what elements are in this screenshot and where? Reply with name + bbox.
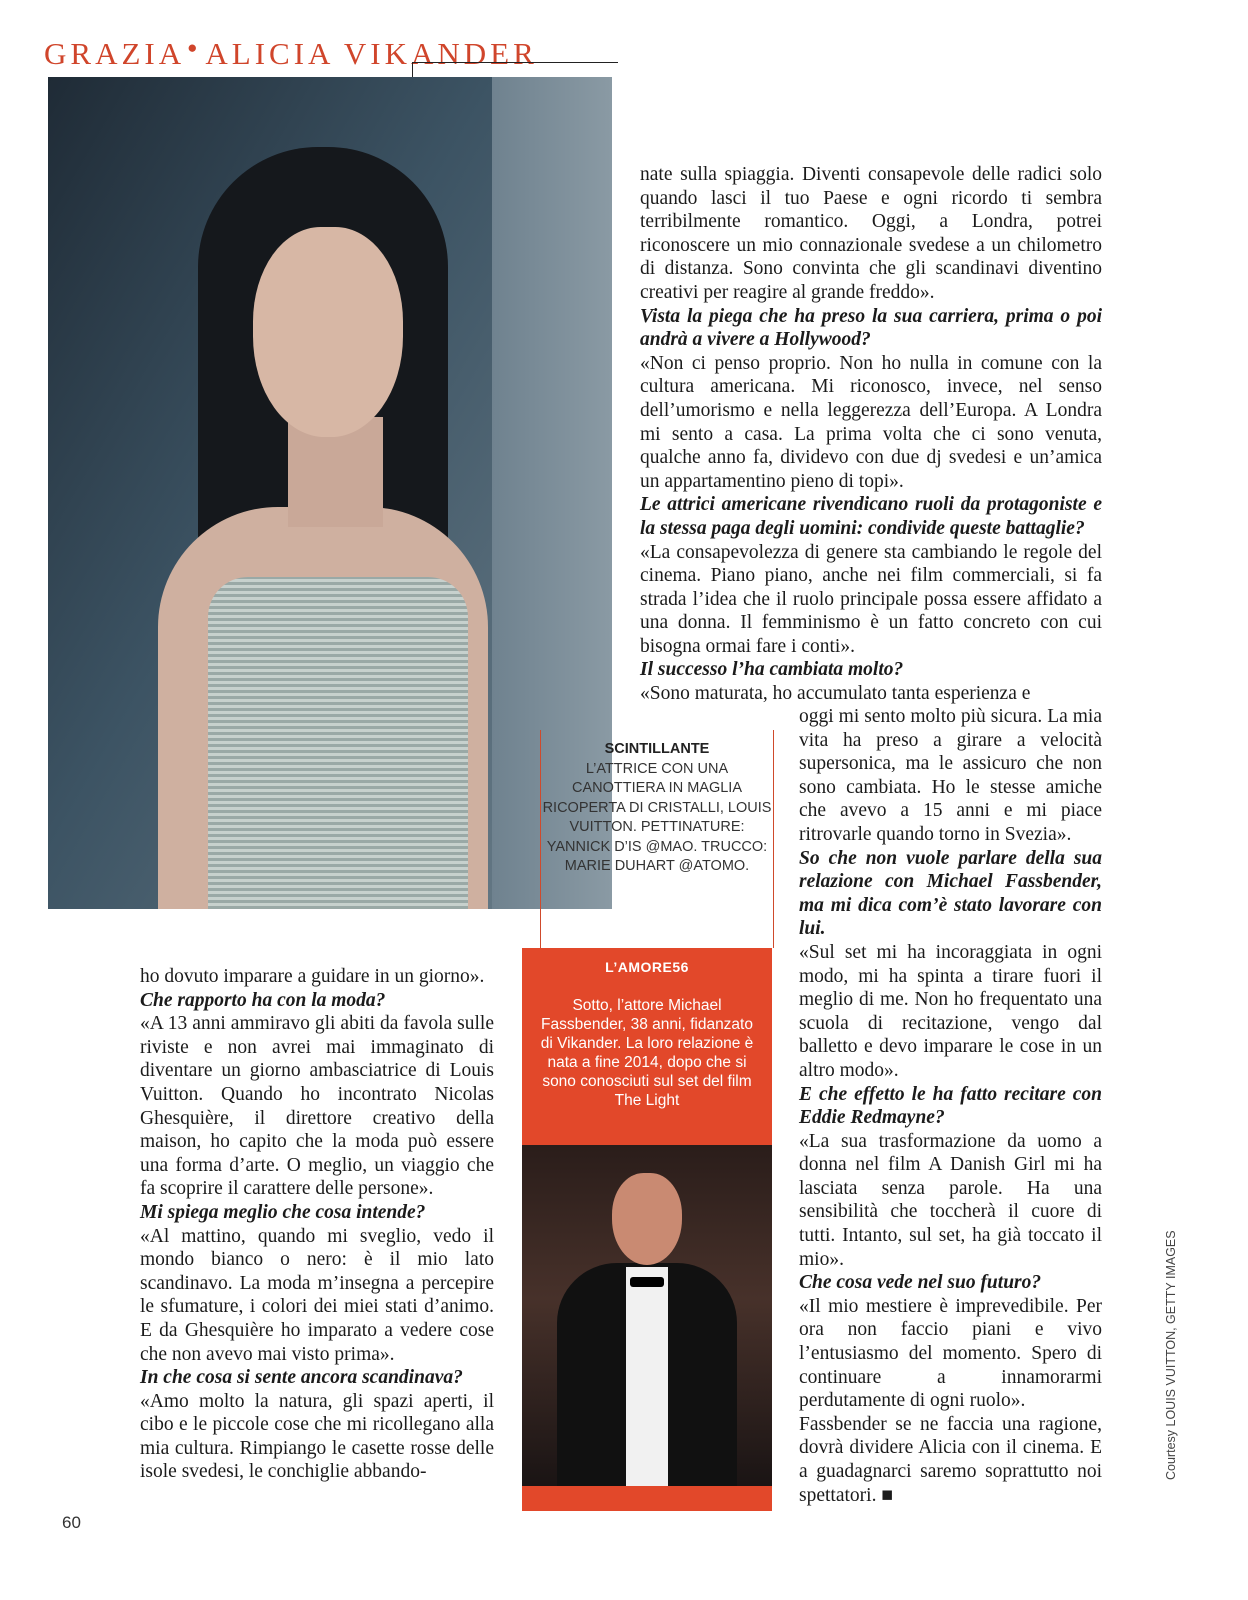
sidebar-body: Sotto, l’attore Michael Fassbender, 38 anni, fidanzato di Vikander. La loro relazione è nata a fine 2014, dopo che si sono conosciuti sul set del film The Light [540, 997, 754, 1109]
interview-answer: ho dovuto imparare a guidare in un giorno». [140, 966, 485, 987]
interview-answer: «Sul set mi ha incoraggiata in ogni modo, mi ha spinta a tirare fuori il meglio di me. Non ho frequentato una scuola di recitazione, vengo dal balletto e devo imparare le cose in un altro modo». [799, 941, 1102, 1081]
article-column-right-top [640, 163, 1102, 706]
sidebar-title: L’AMORE56 [605, 959, 689, 975]
interview-question: Il successo l’ha cambiata molto? [640, 659, 904, 681]
interview-answer: «La sua trasformazione da uomo a donna nel film A Danish Girl mi ha lasciata senza parole. Ha una sensibilità che toccherà il cuore di tutti. Intanto, sul set, ha già toccato il mio». [799, 1130, 1102, 1270]
interview-question: Le attrici americane rivendicano ruoli da protagoniste e la stessa paga degli uomini: condivide queste battaglie? [640, 494, 1102, 539]
article-column-left [140, 965, 494, 1484]
interview-answer: «A 13 anni ammiravo gli abiti da favola sulle riviste e non avrei mai immaginato di diventare un giorno ambasciatrice di Louis Vuitton. Quando ho incontrato Nicolas Ghesquière, il direttore creativo della maison, ho capito che la moda può essere una forma d’arte. O meglio, un viaggio che fa scoprire il carattere delle persone». [140, 1013, 494, 1200]
interview-answer: nate sulla spiaggia. Diventi consapevole delle radici solo quando lasci il tuo Paese e ogni ricordo ti sembra terribilmente romantico. Oggi, a Londra, potrei riconoscere un mio connazionale svedese a un chilometro di distanza. Sono convinta che gli scandinavi diventino creativi per reagire al grande freddo». [640, 164, 1102, 303]
fassbender-photo [522, 1145, 772, 1486]
photo-caption [540, 730, 774, 948]
interview-question: So che non vuole parlare della sua relazione con Michael Fassbender, ma mi dica com’è stato lavorare con lui. [799, 847, 1102, 940]
caption-body: L’ATTRICE CON UNA CANOTTIERA IN MAGLIA RICOPERTA DI CRISTALLI, LOUIS VUITTON. PETTINATURE: YANNICK D’IS @MAO. TRUCCO: MARIE DUHART @ATOMO. [542, 760, 772, 874]
magazine-header [44, 36, 538, 72]
interview-answer: «Il mio mestiere è imprevedibile. Per ora non faccio piani e vivo l’entusiasmo del momento. Spero di continuare a innamorarmi perdutamente di ogni ruolo». [799, 1295, 1102, 1412]
caption-title: SCINTILLANTE [604, 741, 710, 757]
sidebar-box [522, 948, 772, 1511]
header-rule [412, 62, 618, 63]
interview-answer: Fassbender se ne faccia una ragione, dovrà dividere Alicia con il cinema. E a guadagnarci saremo soprattutto noi spettatori. ■ [799, 1413, 1102, 1506]
interview-question: Vista la piega che ha preso la sua carriera, prima o poi andrà a vivere a Hollywood? [640, 305, 1102, 351]
interview-question: E che effetto le ha fatto recitare con Eddie Redmayne? [799, 1083, 1102, 1129]
header-rule-vertical [412, 62, 413, 78]
portrait-photo [48, 77, 612, 909]
interview-question: Mi spiega meglio che cosa intende? [140, 1201, 426, 1223]
interview-answer: «La consapevolezza di genere sta cambiando le regole del cinema. Piano piano, anche nei film commerciali, si fa strada l’idea che il ruolo principale possa essere affidato a una donna. Il femminismo è un fatto concreto con cui bisogna ormai fare i conti». [640, 541, 1102, 657]
article-column-right-bottom [799, 705, 1102, 1507]
interview-answer: «Non ci penso proprio. Non ho nulla in comune con la cultura americana. Mi riconosco, invece, nel senso dell’umorismo e nella leggerezza dell’Europa. A Londra mi sento a casa. La prima volta che ci sono venuta, qualche anno fa, dividevo con due dj svedesi e un’amica un appartamentino pieno di topi». [640, 352, 1102, 492]
page-number: 60 [62, 1513, 81, 1532]
interview-answer: «Al mattino, quando mi sveglio, vedo il mondo bianco o nero: è il mio lato scandinavo. La moda m’insegna a percepire le sfumature, i colori dei miei stati d’animo. E da Ghesquière ho imparato a vedere cose che non avevo mai visto prima». [140, 1225, 494, 1365]
interview-question: Che cosa vede nel suo futuro? [799, 1272, 1042, 1294]
interview-question: In che cosa si sente ancora scandinava? [140, 1367, 463, 1389]
interview-answer: «Sono maturata, ho accumulato tanta esperienza e [640, 683, 1031, 705]
header-dot: ● [187, 38, 202, 57]
interview-answer: oggi mi sento molto più sicura. La mia vita ha preso a girare a velocità supersonica, ma le assicuro che non sono cambiata. Ho le stesse amiche che avevo a 15 anni e mi piace ritrovarle quando torno in Svezia». [799, 706, 1102, 845]
interview-question: Che rapporto ha con la moda? [140, 989, 386, 1011]
photo-credit: Courtesy LOUIS VUITTON, GETTY IMAGES [1164, 1230, 1178, 1480]
brand-name: GRAZIA [44, 36, 186, 71]
interview-answer: «Amo molto la natura, gli spazi aperti, il cibo e le piccole cose che mi ricollegano alla mia cultura. Rimpiango le casette rosse delle isole svedesi, le conchiglie abbando- [140, 1390, 494, 1483]
article-subject: ALICIA VIKANDER [205, 36, 538, 71]
